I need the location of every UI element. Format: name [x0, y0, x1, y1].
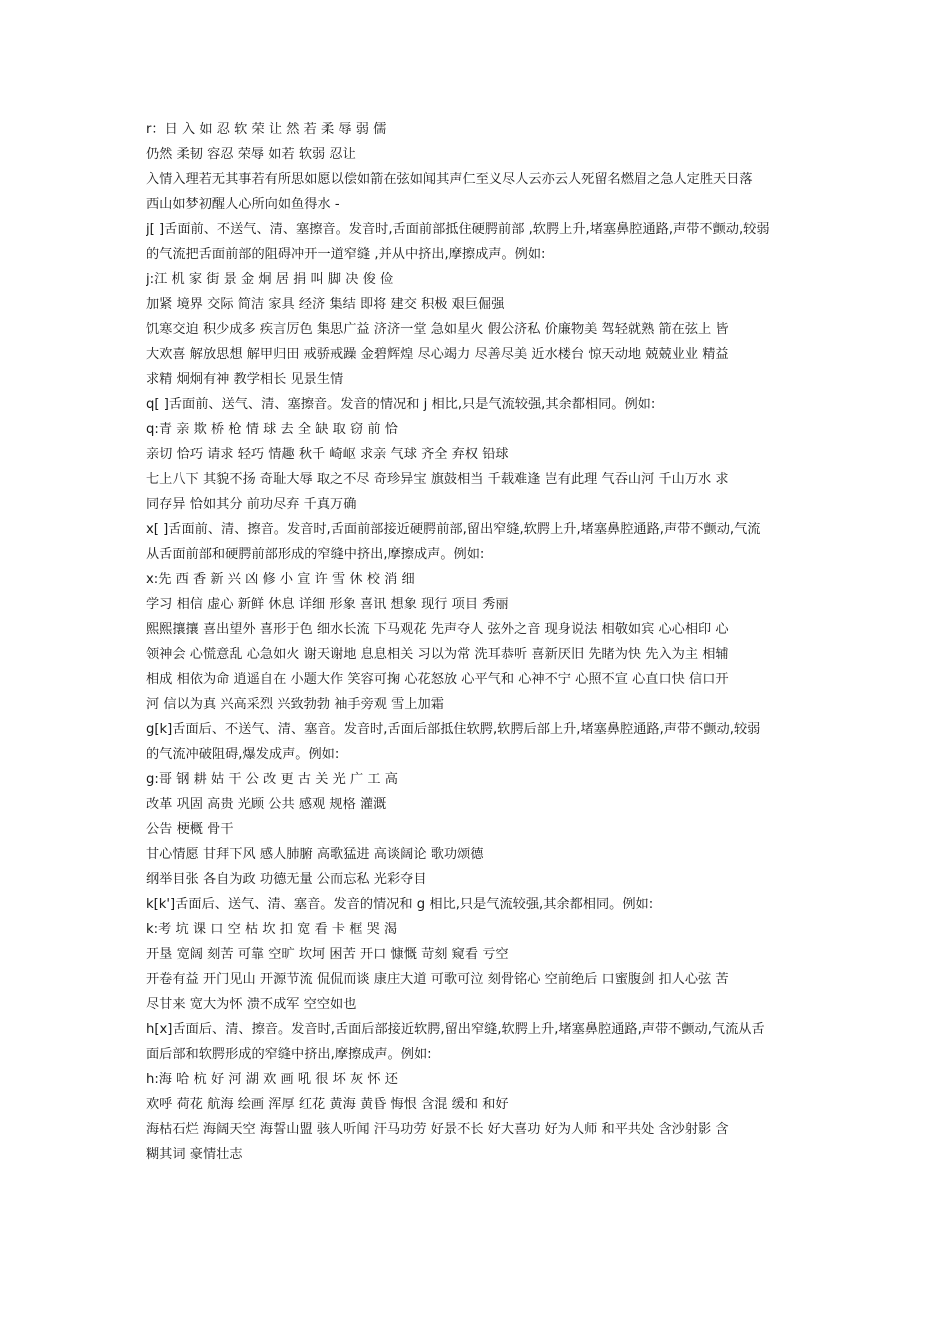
- text-line: h[x]舌面后、清、擦音。发音时,舌面后部接近软腭,留出窄缝,软腭上升,堵塞鼻腔通路,声带不颤动,气流从舌: [146, 1022, 765, 1037]
- text-line: h:海 哈 杭 好 河 湖 欢 画 吼 很 坏 灰 怀 还: [146, 1072, 398, 1087]
- text-line: 求精 炯炯有神 教学相长 见景生情: [146, 372, 344, 387]
- text-line: x[ ]舌面前、清、擦音。发音时,舌面前部接近硬腭前部,留出窄缝,软腭上升,堵塞鼻腔通路,声带不颤动,气流: [146, 522, 761, 537]
- text-line: 学习 相信 虚心 新鲜 休息 详细 形象 喜讯 想象 现行 项目 秀丽: [146, 597, 509, 612]
- text-line: 从舌面前部和硬腭前部形成的窄缝中挤出,摩擦成声。例如:: [146, 547, 485, 562]
- text-line: 的气流把舌面前部的阻碍冲开一道窄缝 ,并从中挤出,摩擦成声。例如:: [146, 247, 546, 262]
- text-line: 欢呼 荷花 航海 绘画 浑厚 红花 黄海 黄昏 悔恨 含混 缓和 和好: [146, 1097, 509, 1112]
- text-line: g:哥 钢 耕 姑 干 公 改 更 古 关 光 广 工 高: [146, 772, 398, 787]
- text-line: 七上八下 其貌不扬 奇耻大辱 取之不尽 奇珍异宝 旗鼓相当 千载难逢 岂有此理 气吞山河 千山万水 求: [146, 472, 729, 487]
- text-line: 尽甘来 宽大为怀 溃不成军 空空如也: [146, 997, 357, 1012]
- text-line: q:青 亲 欺 桥 枪 情 球 去 全 缺 取 窃 前 恰: [146, 422, 398, 437]
- text-line: 开垦 宽阔 刻苦 可靠 空旷 坎坷 困苦 开口 慷慨 苛刻 窥看 亏空: [146, 947, 509, 962]
- text-line: 入情入理若无其事若有所思如愿以偿如箭在弦如闻其声仁至义尽人云亦云人死留名燃眉之急人定胜天日落: [146, 172, 753, 187]
- text-line: x:先 西 香 新 兴 凶 修 小 宣 许 雪 休 校 消 细: [146, 572, 415, 587]
- text-line: g[k]舌面后、不送气、清、塞音。发音时,舌面后部抵住软腭,软腭后部上升,堵塞鼻腔通路,声带不颤动,较弱: [146, 722, 761, 737]
- text-line: 西山如梦初醒人心所向如鱼得水 -: [146, 197, 340, 212]
- text-line: 领神会 心慌意乱 心急如火 谢天谢地 息息相关 习以为常 洗耳恭听 喜新厌旧 先睹为快 先入为主 相辅: [146, 647, 729, 662]
- text-line: 亲切 恰巧 请求 轻巧 情趣 秋千 崎岖 求亲 气球 齐全 弃权 铅球: [146, 447, 509, 462]
- text-line: k:考 坑 课 口 空 枯 坎 扣 宽 看 卡 框 哭 渴: [146, 922, 398, 937]
- text-line: j:江 机 家 街 景 金 炯 居 捐 叫 脚 决 俊 俭: [146, 272, 394, 287]
- text-line: 甘心情愿 甘拜下风 感人肺腑 高歌猛进 高谈阔论 歌功颂德: [146, 847, 484, 862]
- text-line: 相成 相依为命 逍遥自在 小题大作 笑容可掬 心花怒放 心平气和 心神不宁 心照不宣 心直口快 信口开: [146, 672, 729, 687]
- text-line: 面后部和软腭形成的窄缝中挤出,摩擦成声。例如:: [146, 1047, 432, 1062]
- text-line: 海枯石烂 海阔天空 海誓山盟 骇人听闻 汗马功劳 好景不长 好大喜功 好为人师 和平共处 含沙射影 含: [146, 1122, 729, 1137]
- text-line: 加紧 境界 交际 简洁 家具 经济 集结 即将 建交 积极 艰巨倔强: [146, 297, 505, 312]
- text-line: 仍然 柔韧 容忍 荣辱 如若 软弱 忍让: [146, 147, 356, 162]
- text-line: k[k']舌面后、送气、清、塞音。发音的情况和 g 相比,只是气流较强,其余都相同。例如:: [146, 897, 654, 912]
- text-line: q[ ]舌面前、送气、清、塞擦音。发音的情况和 j 相比,只是气流较强,其余都相同。例如:: [146, 397, 656, 412]
- text-line: 纲举目张 各自为政 功德无量 公而忘私 光彩夺目: [146, 872, 427, 887]
- document-body: [146, 117, 810, 1167]
- text-line: 公告 梗概 骨干: [146, 822, 234, 837]
- text-line: 熙熙攘攘 喜出望外 喜形于色 细水长流 下马观花 先声夺人 弦外之音 现身说法 相敬如宾 心心相印 心: [146, 622, 729, 637]
- text-line: r：日 入 如 忍 软 荣 让 然 若 柔 辱 弱 儒: [146, 122, 387, 137]
- text-line: j[ ]舌面前、不送气、清、塞擦音。发音时,舌面前部抵住硬腭前部 ,软腭上升,堵塞鼻腔通路,声带不颤动,较弱: [146, 222, 770, 237]
- text-line: 的气流冲破阻碍,爆发成声。例如:: [146, 747, 340, 762]
- text-line: 饥寒交迫 积少成多 疾言厉色 集思广益 济济一堂 急如星火 假公济私 价廉物美 驾轻就熟 箭在弦上 皆: [146, 322, 729, 337]
- text-line: 开卷有益 开门见山 开源节流 侃侃而谈 康庄大道 可歌可泣 刻骨铭心 空前绝后 口蜜腹剑 扣人心弦 苦: [146, 972, 729, 987]
- text-line: 改革 巩固 高贵 光顾 公共 感观 规格 灌溉: [146, 797, 387, 812]
- text-line: 糊其词 豪情壮志: [146, 1147, 243, 1162]
- text-line: 大欢喜 解放思想 解甲归田 戒骄戒躁 金碧辉煌 尽心竭力 尽善尽美 近水楼台 惊天动地 兢兢业业 精益: [146, 347, 729, 362]
- text-line: 河 信以为真 兴高采烈 兴致勃勃 袖手旁观 雪上加霜: [146, 697, 444, 712]
- text-line: 同存异 恰如其分 前功尽弃 千真万确: [146, 497, 357, 512]
